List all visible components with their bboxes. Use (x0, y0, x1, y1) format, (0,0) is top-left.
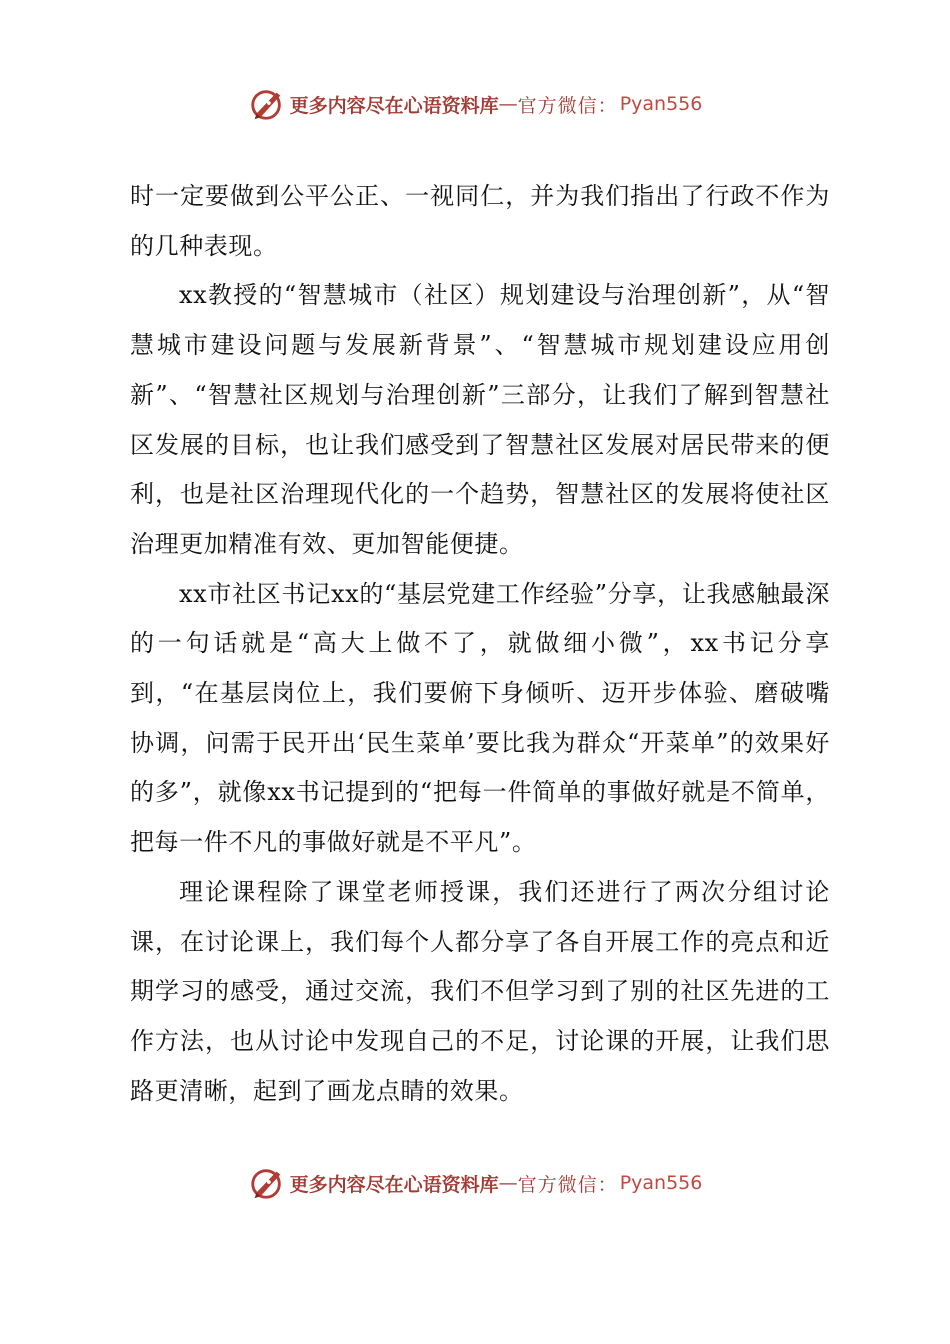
watermark-title: 更多内容尽在心语资料库 (289, 1173, 499, 1196)
watermark-separator: — (498, 93, 518, 115)
pen-logo-icon (248, 1164, 286, 1202)
paragraph-discussion: 理论课程除了课堂老师授课，我们还进行了两次分组讨论课，在讨论课上，我们每个人都分享了各自开展工作的亮点和近期学习的感受，通过交流，我们不但学习到了别的社区先进的工作方法，也从讨论中发现自己的不足，讨论课的开展，让我们思路更清晰，起到了画龙点睛的效果。 (130, 877, 830, 1105)
header-watermark (0, 84, 950, 124)
watermark-wechat-id: Pyan556 (619, 1172, 703, 1194)
paragraph-continuation: 时一定要做到公平公正、一视同仁，并为我们指出了行政不作为的几种表现。 (130, 182, 830, 260)
watermark-wechat-label: 官方微信： (517, 1173, 618, 1196)
document-body (130, 172, 830, 1116)
watermark-wechat-id: Pyan556 (619, 93, 703, 115)
watermark-wechat-label: 官方微信： (517, 94, 618, 117)
paragraph-party-building: xx市社区书记xx的“基层党建工作经验”分享，让我感触最深的一句话就是“高大上做不了，就做细小微”，xx书记分享到，“在基层岗位上，我们要俯下身倾听、迈开步体验、磨破嘴协调，问需于民开出‘民生菜单’要比我为群众“开菜单”的效果好的多”，就像xx书记提到的“把每一件简单的事做好就是不简单，把每一件不凡的事做好就是不平凡”。 (130, 579, 830, 857)
paragraph-smart-city: xx教授的“智慧城市（社区）规划建设与治理创新”，从“智慧城市建设问题与发展新背景”、“智慧城市规划建设应用创新”、“智慧社区规划与治理创新”三部分，让我们了解到智慧社区发展的目标，也让我们感受到了智慧社区发展对居民带来的便利，也是社区治理现代化的一个趋势，智慧社区的发展将使社区治理更加精准有效、更加智能便捷。 (130, 281, 830, 558)
pen-logo-icon (248, 85, 286, 123)
watermark-separator: — (498, 1172, 518, 1194)
watermark-title: 更多内容尽在心语资料库 (289, 94, 499, 117)
footer-watermark (0, 1163, 950, 1203)
